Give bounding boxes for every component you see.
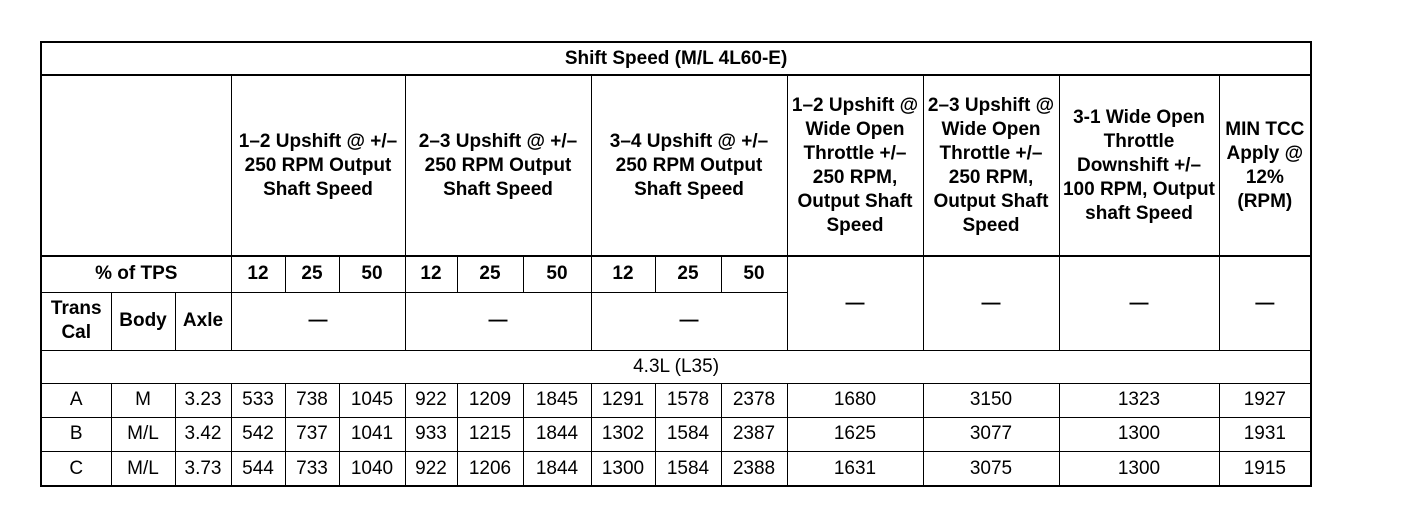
table-title: Shift Speed (M/L 4L60-E) xyxy=(41,42,1311,75)
upshift-2-3-cell: 1209 xyxy=(457,383,523,417)
header-min-tcc-apply: MIN TCC Apply @ 12% (RPM) xyxy=(1219,75,1311,256)
wot-3-1-cell: 1323 xyxy=(1059,383,1219,417)
body-header: Body xyxy=(111,292,175,351)
dash-cell: — xyxy=(1219,256,1311,351)
upshift-1-2-cell: 542 xyxy=(231,417,285,451)
header-1-2-wot-upshift: 1–2 Upshift @ Wide Open Throttle +/– 250 RPM, Output Shaft Speed xyxy=(787,75,923,256)
tps-value: 12 xyxy=(231,256,285,292)
tps-value: 50 xyxy=(721,256,787,292)
axle-cell: 3.73 xyxy=(175,452,231,486)
body-cell: M xyxy=(111,383,175,417)
dash-cell: — xyxy=(787,256,923,351)
dash-cell: — xyxy=(231,292,405,351)
upshift-1-2-cell: 738 xyxy=(285,383,339,417)
upshift-3-4-cell: 1578 xyxy=(655,383,721,417)
upshift-2-3-cell: 1844 xyxy=(523,452,591,486)
wot-1-2-cell: 1631 xyxy=(787,452,923,486)
wot-2-3-cell: 3077 xyxy=(923,417,1059,451)
tps-value: 12 xyxy=(405,256,457,292)
header-3-1-wot-downshift: 3-1 Wide Open Throttle Downshift +/– 100 RPM, Output shaft Speed xyxy=(1059,75,1219,256)
upshift-1-2-cell: 533 xyxy=(231,383,285,417)
tps-value: 50 xyxy=(523,256,591,292)
upshift-2-3-cell: 1845 xyxy=(523,383,591,417)
upshift-3-4-cell: 2388 xyxy=(721,452,787,486)
wot-1-2-cell: 1680 xyxy=(787,383,923,417)
table-row xyxy=(41,452,1311,486)
tps-value: 25 xyxy=(285,256,339,292)
axle-header: Axle xyxy=(175,292,231,351)
dash-cell: — xyxy=(1059,256,1219,351)
upshift-3-4-cell: 1302 xyxy=(591,417,655,451)
upshift-1-2-cell: 733 xyxy=(285,452,339,486)
tps-value: 12 xyxy=(591,256,655,292)
min-tcc-cell: 1931 xyxy=(1219,417,1311,451)
engine-label: 4.3L (L35) xyxy=(41,351,1311,383)
trans-cal-cell: A xyxy=(41,383,111,417)
body-cell: M/L xyxy=(111,417,175,451)
header-3-4-upshift: 3–4 Upshift @ +/– 250 RPM Output Shaft Speed xyxy=(591,75,787,256)
shift-speed-table xyxy=(40,41,1312,487)
upshift-3-4-cell: 1291 xyxy=(591,383,655,417)
trans-cal-cell: C xyxy=(41,452,111,486)
body-cell: M/L xyxy=(111,452,175,486)
header-2-3-wot-upshift: 2–3 Upshift @ Wide Open Throttle +/– 250 RPM, Output Shaft Speed xyxy=(923,75,1059,256)
trans-cal-cell: B xyxy=(41,417,111,451)
header-2-3-upshift: 2–3 Upshift @ +/– 250 RPM Output Shaft Speed xyxy=(405,75,591,256)
tps-value: 50 xyxy=(339,256,405,292)
wot-3-1-cell: 1300 xyxy=(1059,417,1219,451)
wot-3-1-cell: 1300 xyxy=(1059,452,1219,486)
upshift-1-2-cell: 1041 xyxy=(339,417,405,451)
dash-cell: — xyxy=(923,256,1059,351)
upshift-2-3-cell: 922 xyxy=(405,452,457,486)
upshift-1-2-cell: 737 xyxy=(285,417,339,451)
table-row xyxy=(41,383,1311,417)
upshift-1-2-cell: 1040 xyxy=(339,452,405,486)
min-tcc-cell: 1927 xyxy=(1219,383,1311,417)
wot-2-3-cell: 3150 xyxy=(923,383,1059,417)
blank-header-cell xyxy=(41,75,231,256)
table-row xyxy=(41,417,1311,451)
upshift-1-2-cell: 544 xyxy=(231,452,285,486)
dash-cell: — xyxy=(591,292,787,351)
dash-cell: — xyxy=(405,292,591,351)
upshift-3-4-cell: 1584 xyxy=(655,452,721,486)
header-1-2-upshift: 1–2 Upshift @ +/– 250 RPM Output Shaft Speed xyxy=(231,75,405,256)
axle-cell: 3.42 xyxy=(175,417,231,451)
tps-value: 25 xyxy=(655,256,721,292)
wot-1-2-cell: 1625 xyxy=(787,417,923,451)
upshift-2-3-cell: 933 xyxy=(405,417,457,451)
axle-cell: 3.23 xyxy=(175,383,231,417)
min-tcc-cell: 1915 xyxy=(1219,452,1311,486)
tps-value: 25 xyxy=(457,256,523,292)
upshift-2-3-cell: 1215 xyxy=(457,417,523,451)
upshift-3-4-cell: 1584 xyxy=(655,417,721,451)
upshift-2-3-cell: 922 xyxy=(405,383,457,417)
upshift-3-4-cell: 2378 xyxy=(721,383,787,417)
upshift-3-4-cell: 1300 xyxy=(591,452,655,486)
trans-cal-header: Trans Cal xyxy=(41,292,111,351)
upshift-2-3-cell: 1844 xyxy=(523,417,591,451)
tps-label: % of TPS xyxy=(41,256,231,292)
upshift-1-2-cell: 1045 xyxy=(339,383,405,417)
upshift-3-4-cell: 2387 xyxy=(721,417,787,451)
wot-2-3-cell: 3075 xyxy=(923,452,1059,486)
upshift-2-3-cell: 1206 xyxy=(457,452,523,486)
